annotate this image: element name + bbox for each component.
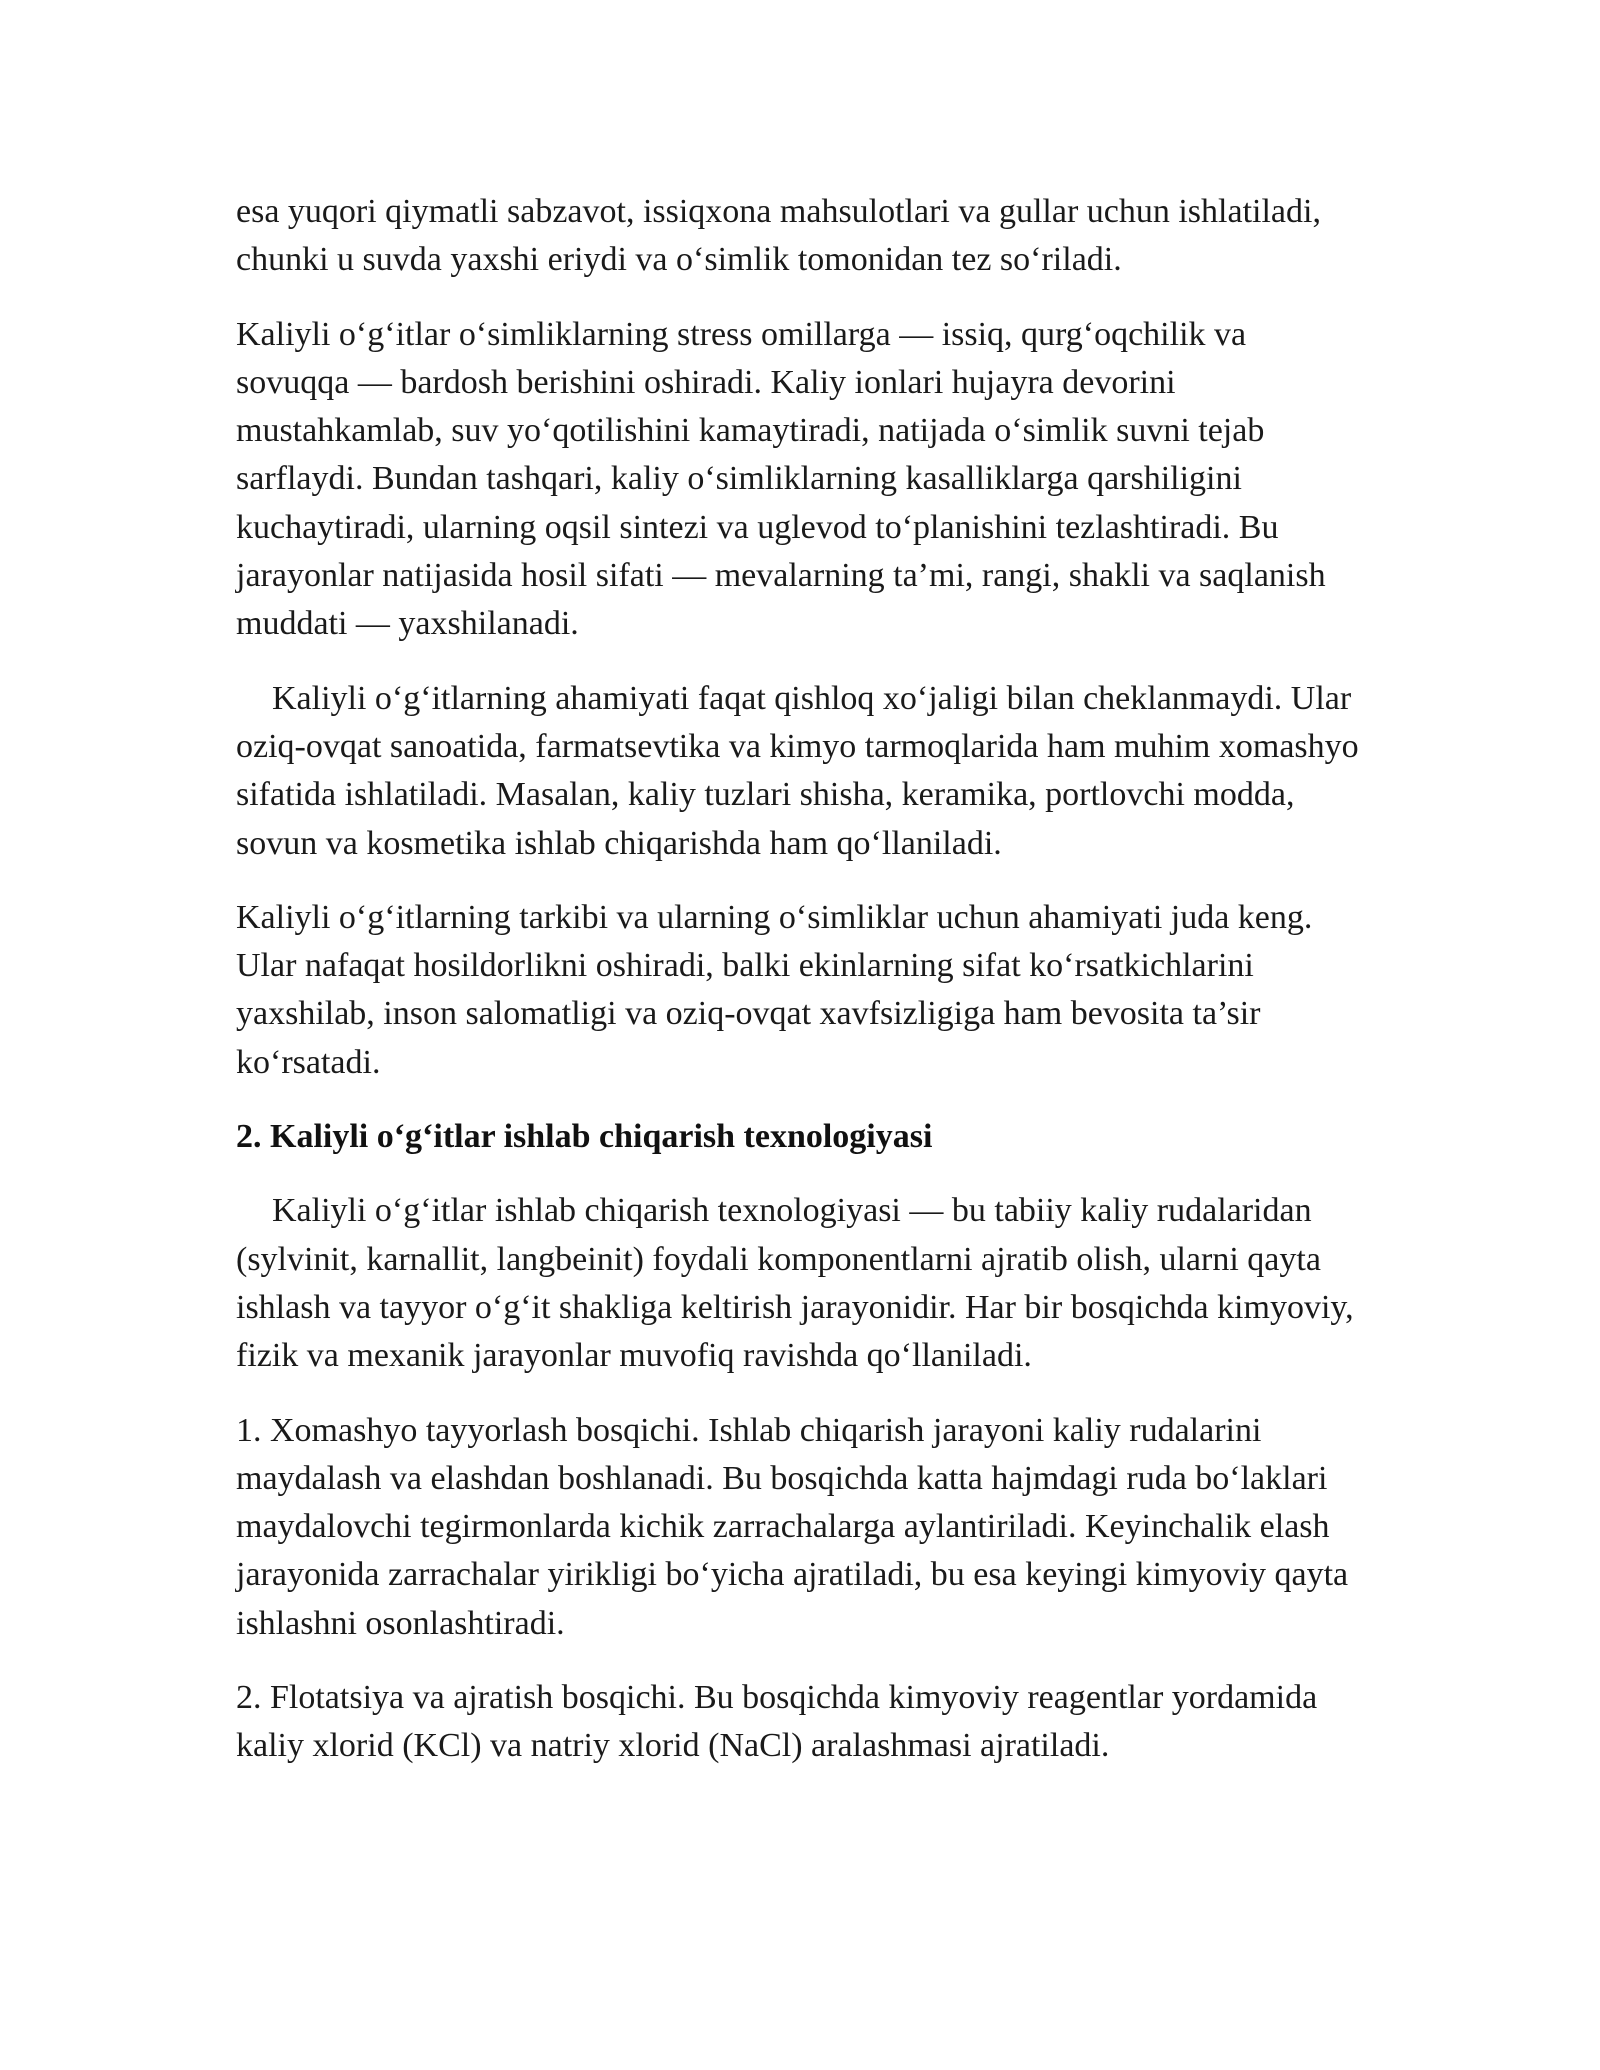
paragraph-continuation: esa yuqori qiymatli sabzavot, issiqxona mahsulotlari va gullar uchun ishlatiladi, chunki u suvda yaxshi eriydi va o‘simlik tomonidan tez so‘riladi. <box>236 193 1321 279</box>
paragraph-technology-intro: Kaliyli o‘g‘itlar ishlab chiqarish texnologiyasi — bu tabiiy kaliy rudalaridan (sylvinit, karnallit, langbeinit) foydali komponentlarni ajratib olish, ularni qayta ishlash va tayyor o‘g‘it shakliga keltirish jarayonidir. Har bir bosqichda kimyoviy, fizik va mexanik jarayonlar muvofiq ravishda qo‘llaniladi. <box>236 1192 1354 1375</box>
section-heading: 2. Kaliyli o‘g‘itlar ishlab chiqarish texnologiyasi <box>236 1118 933 1156</box>
document-body <box>236 188 1366 1797</box>
paragraph-industrial-importance: Kaliyli o‘g‘itlarning ahamiyati faqat qishloq xo‘jaligi bilan cheklanmaydi. Ular oziq-ovqat sanoatida, farmatsevtika va kimyo tarmoqlarida ham muhim xomashyo sifatida ishlatiladi. Masalan, kaliy tuzlari shisha, keramika, portlovchi modda, sovun va kosmetika ishlab chiqarishda ham qo‘llaniladi. <box>236 679 1359 862</box>
paragraph-step-flotation: 2. Flotatsiya va ajratish bosqichi. Bu bosqichda kimyoviy reagentlar yordamida kaliy xlorid (KCl) va natriy xlorid (NaCl) aralashmasi ajratiladi. <box>236 1679 1318 1765</box>
paragraph-step-raw-material: 1. Xomashyo tayyorlash bosqichi. Ishlab chiqarish jarayoni kaliy rudalarini maydalash va elashdan boshlanadi. Bu bosqichda katta hajmdagi ruda bo‘laklari maydalovchi tegirmonlarda kichik zarrachalarga aylantiriladi. Keyinchalik elash jarayonida zarrachalar yirikligi bo‘yicha ajratiladi, bu esa keyingi kimyoviy qayta ishlashni osonlashtiradi. <box>236 1411 1349 1642</box>
paragraph-summary: Kaliyli o‘g‘itlarning tarkibi va ularning o‘simliklar uchun ahamiyati juda keng. Ular nafaqat hosildorlikni oshiradi, balki ekinlarning sifat ko‘rsatkichlarini yaxshilab, inson salomatligi va oziq-ovqat xavfsizligiga ham bevosita ta’sir ko‘rsatadi. <box>236 898 1313 1081</box>
paragraph-stress-resistance: Kaliyli o‘g‘itlar o‘simliklarning stress omillarga — issiq, qurg‘oqchilik va sovuqqa — bardosh berishini oshiradi. Kaliy ionlari hujayra devorini mustahkamlab, suv yo‘qotilishini kamaytiradi, natijada o‘simlik suvni tejab sarflaydi. Bundan tashqari, kaliy o‘simliklarning kasalliklarga qarshiligini kuchaytiradi, ularning oqsil sintezi va uglevod to‘planishini tezlashtiradi. Bu jarayonlar natijasida hosil sifati — mevalarning ta’mi, rangi, shakli va saqlanish muddati — yaxshilanadi. <box>236 315 1326 643</box>
